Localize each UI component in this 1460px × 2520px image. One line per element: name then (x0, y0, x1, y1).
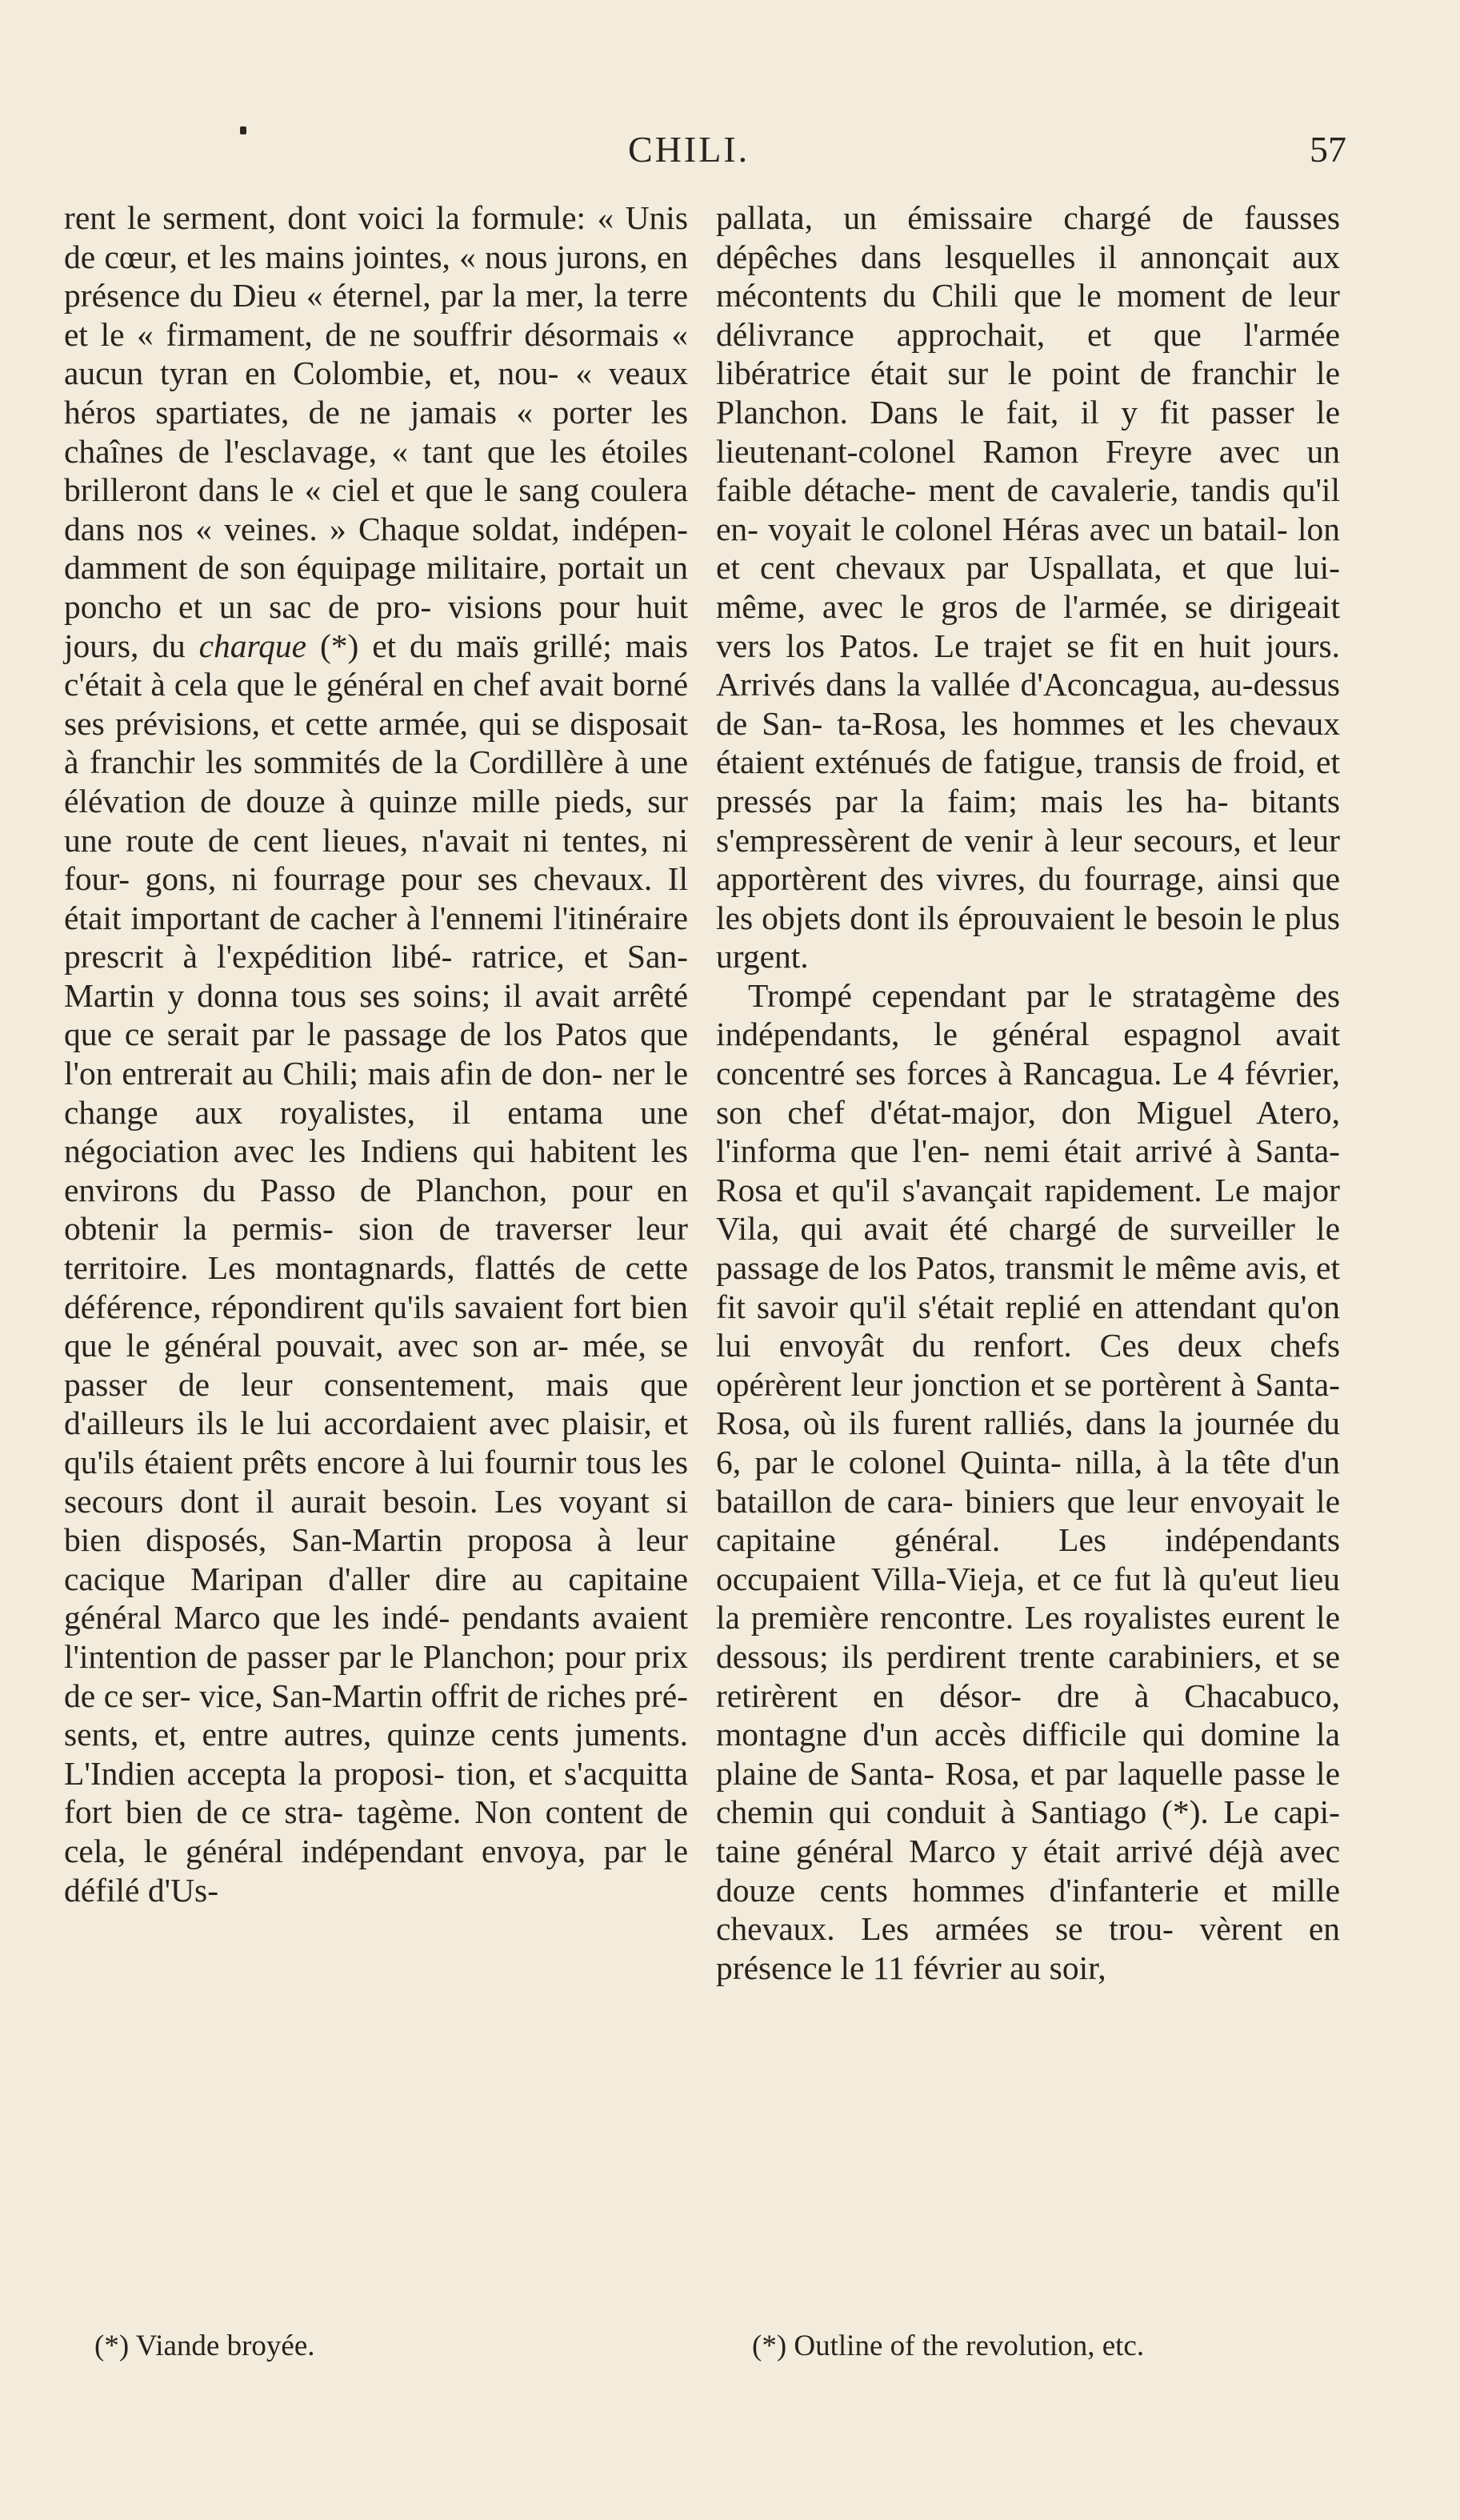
running-title: CHILI. (628, 129, 750, 170)
right-paragraph-2: Trompé cependant par le stratagème des indépendants, le général espagnol avait concentré ses forces à Rancagua. Le 4 février, son chef d'état-major, don Miguel Atero, l'informa que l'en- nemi était arrivé à Santa-Rosa et qu'il s'avançait rapidement. Le major Vila, qui avait été chargé de surveiller le passage de los Patos, transmit le même avis, et fit savoir qu'il s'était replié en attendant qu'on lui envoyât du renfort. Ces deux chefs opérèrent leur jonction et se portèrent à Santa- Rosa, où ils furent ralliés, dans la journée du 6, par le colonel Quinta- nilla, à la tête d'un bataillon de cara- biniers que leur envoyait le capitaine général. Les indépendants occupaient Villa-Vieja, et ce fut là qu'eut lieu la première rencontre. Les royalistes eurent le dessous; ils perdirent trente carabiniers, et se retirèrent en désor- dre à Chacabuco, montagne d'un accès difficile qui domine la plaine de Santa- Rosa, et par laquelle passe le chemin qui conduit à Santiago (*). Le capi- taine général Marco y était arrivé déjà avec douze cents hommes d'infanterie et mille chevaux. Les armées se trou- vèrent en présence le 11 février au soir, (716, 976, 1340, 1986)
charque-italic: charque (198, 627, 307, 664)
right-column (716, 198, 1340, 1987)
left-text-after: (*) et du maïs grillé; mais c'était à cela que le général en chef avait borné ses prévisions, et cette armée, qui se disposait à franchir les sommités de la Cordillère à une élévation de douze à quinze mille pieds, sur une route de cent lieues, n'avait ni tentes, ni four- gons, ni fourrage pour ses chevaux. Il était important de cacher à l'ennemi l'itinéraire prescrit à l'expédition libé- ratrice, et San-Martin y donna tous ses soins; il avait arrêté que ce serait par le passage de los Patos que l'on entrerait au Chili; mais afin de don- ner le change aux royalistes, il entama une négociation avec les Indiens qui habitent les environs du Passo de Planchon, pour en obtenir la permis- sion de traverser leur territoire. Les montagnards, flattés de cette déférence, répondirent qu'ils savaient fort bien que le général pouvait, avec son ar- mée, se passer de leur consentement, mais que d'ailleurs ils le lui accordaient avec plaisir, et qu'ils étaient prêts encore à lui fournir tous les secours dont il aurait besoin. Les voyant si bien disposés, San-Martin proposa à leur cacique Maripan d'aller dire au capitaine général Marco que les indé- pendants avaient l'intention de passer par le Planchon; pour prix de ce ser- vice, San-Martin offrit de riches pré- sents, et, entre autres, quinze cents juments. L'Indien accepta la proposi- tion, et s'acquitta fort bien de ce stra- tagème. Non content de cela, le général indépendant envoya, par le défilé d'Us- (64, 627, 689, 1909)
left-column (64, 198, 688, 1909)
left-paragraph (64, 198, 688, 1909)
right-paragraph-1: pallata, un émissaire chargé de fausses dépêches dans lesquelles il annonçait aux mécontents du Chili que le moment de leur délivrance approchait, et que l'armée libératrice était sur le point de franchir le Planchon. Dans le fait, il y fit passer le lieutenant-colonel Ramon Freyre avec un faible détache- ment de cavalerie, tandis qu'il en- voyait le colonel Héras avec un batail- lon et cent chevaux par Uspallata, et que lui-même, avec le gros de l'armée, se dirigeait vers los Patos. Le trajet se fit en huit jours. Arrivés dans la vallée d'Aconcagua, au-dessus de San- ta-Rosa, les hommes et les chevaux étaient exténués de fatigue, transis de froid, et pressés par la faim; mais les ha- bitants s'empressèrent de venir à leur secours, et leur apportèrent des vivres, du fourrage, ainsi que les objets dont ils éprouvaient le besoin le plus urgent. (716, 199, 1340, 976)
footnote-left: (*) Viande broyée. (94, 2330, 315, 2362)
left-text-before: rent le serment, dont voici la formule: « Unis de cœur, et les mains jointes, « nous jurons, en présence du Dieu « éternel, par la mer, la terre et le « firmament, de ne souffrir désormais « aucun tyran en Colombie, et, nou- « veaux héros spartiates, de ne jamais « porter les chaînes de l'esclavage, « tant que les étoiles brilleront dans le « ciel et que le sang coulera dans nos « veines. » Chaque soldat, indépen- damment de son équipage militaire, portait un poncho et un sac de pro- visions pour huit jours, du (64, 199, 688, 664)
page-number: 57 (1310, 129, 1346, 170)
footnote-right: (*) Outline of the revolution, etc. (752, 2330, 1145, 2362)
page-header (0, 128, 1460, 176)
